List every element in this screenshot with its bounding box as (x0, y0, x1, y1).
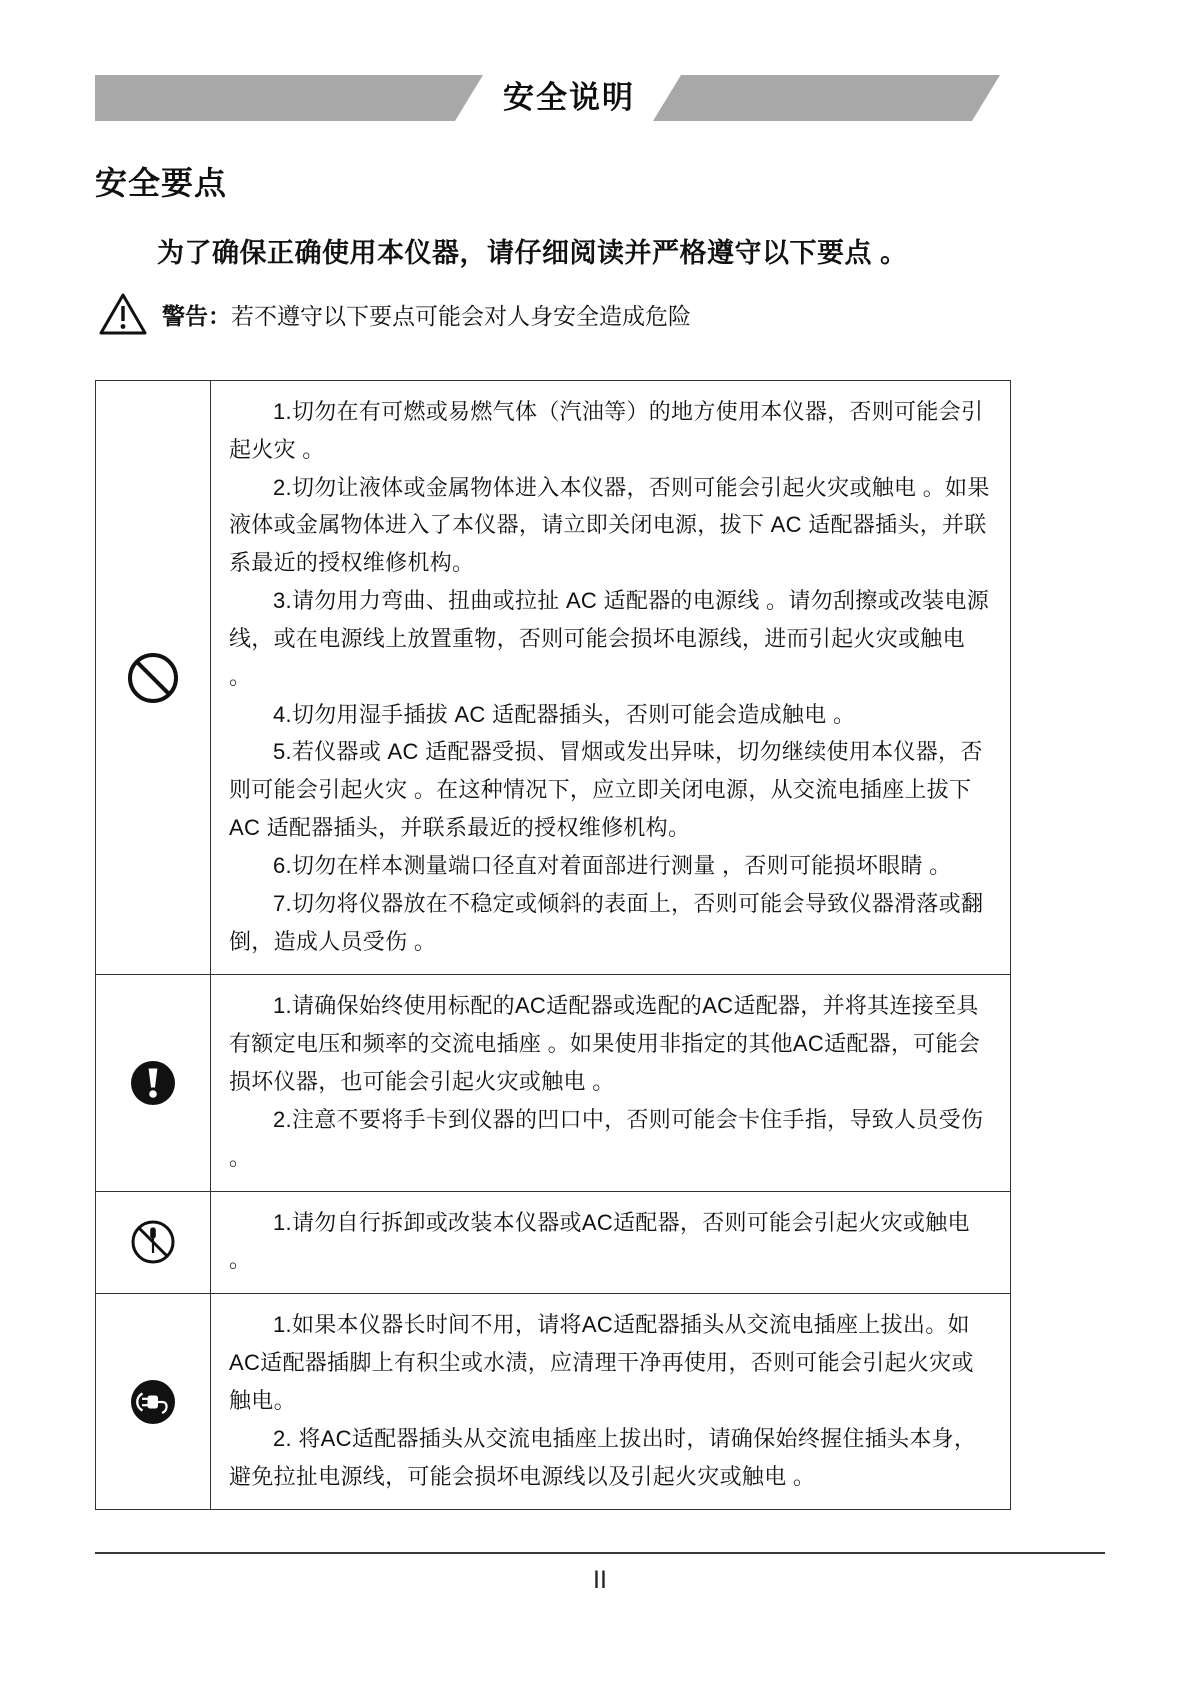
table-row-no-disassembly (96, 1192, 1010, 1295)
text-cell (211, 975, 1010, 1190)
warning-line (98, 292, 691, 336)
icon-cell (96, 1192, 211, 1294)
safety-table (95, 380, 1011, 1510)
safety-item: 1.请确保始终使用标配的AC适配器或选配的AC适配器，并将其连接至具有额定电压和频率的交流电插座 。如果使用非指定的其他AC适配器，可能会损坏仪器，也可能会引起火灾或触电 。 (229, 993, 981, 1095)
intro-text: 为了确保正确使用本仪器，请仔细阅读并严格遵守以下要点 。 (157, 238, 908, 268)
section-title: 安全要点 (95, 165, 228, 201)
warning-text: 若不遵守以下要点可能会对人身安全造成危险 (231, 302, 691, 329)
safety-item: 1.如果本仪器长时间不用，请将AC适配器插头从交流电插座上拔出。如AC适配器插脚上有积尘或水渍，应清理干净再使用，否则可能会引起火灾或触电。 (229, 1312, 974, 1413)
banner-right-bar (653, 75, 1000, 121)
safety-item: 1.切勿在有可燃或易燃气体（汽油等）的地方使用本仪器，否则可能会引起火灾 。 (229, 399, 984, 462)
page-banner (95, 75, 1000, 121)
warning-triangle-icon (98, 292, 148, 336)
text-cell (211, 1192, 1010, 1294)
table-row-mandatory (96, 975, 1010, 1191)
banner-left-bar (95, 75, 483, 121)
footer-rule (95, 1552, 1105, 1554)
safety-item: 6.切勿在样本测量端口径直对着面部进行测量 ，否则可能损坏眼睛 。 (273, 852, 952, 878)
icon-cell (96, 381, 211, 974)
banner-title: 安全说明 (503, 80, 635, 115)
safety-item: 1.请勿自行拆卸或改装本仪器或AC适配器，否则可能会引起火灾或触电 。 (229, 1209, 970, 1273)
no-disassembly-icon (130, 1219, 176, 1265)
safety-item: 2.注意不要将手卡到仪器的凹口中，否则可能会卡住手指，导致人员受伤 。 (229, 1106, 984, 1170)
safety-item: 7.切勿将仪器放在不稳定或倾斜的表面上，否则可能会导致仪器滑落或翻倒，造成人员受伤 。 (229, 890, 984, 954)
safety-item: 2. 将AC适配器插头从交流电插座上拔出时，请确保始终握住插头本身，避免拉扯电源线，可能会损坏电源线以及引起火灾或触电 。 (229, 1425, 977, 1489)
table-row-unplug (96, 1294, 1010, 1509)
mandatory-icon (130, 1060, 176, 1106)
text-cell (211, 381, 1010, 974)
text-cell (211, 1294, 1010, 1509)
safety-item: 4.切勿用湿手插拔 AC 适配器插头，否则可能会造成触电 。 (273, 701, 856, 727)
icon-cell (96, 975, 211, 1190)
warning-label: 警告： (162, 302, 231, 329)
table-row-prohibition (96, 381, 1010, 975)
safety-item: 2.切勿让液体或金属物体进入本仪器，否则可能会引起火灾或触电 。如果液体或金属物体进入了本仪器，请立即关闭电源，拔下 AC 适配器插头，并联系最近的授权维修机构。 (229, 474, 990, 576)
icon-cell (96, 1294, 211, 1509)
prohibition-icon (126, 651, 180, 705)
safety-item: 3.请勿用力弯曲、扭曲或拉扯 AC 适配器的电源线 。请勿刮擦或改装电源线，或在电源线上放置重物，否则可能会损坏电源线，进而引起火灾或触电 。 (229, 588, 990, 689)
safety-item: 5.若仪器或 AC 适配器受损、冒烟或发出异味，切勿继续使用本仪器，否则可能会引起火灾 。在这种情况下，应立即关闭电源，从交流电插座上拔下 AC 适配器插头，并联系最近的授权维修机构。 (229, 739, 983, 841)
unplug-icon (130, 1379, 176, 1425)
page-number: II (593, 1566, 607, 1594)
